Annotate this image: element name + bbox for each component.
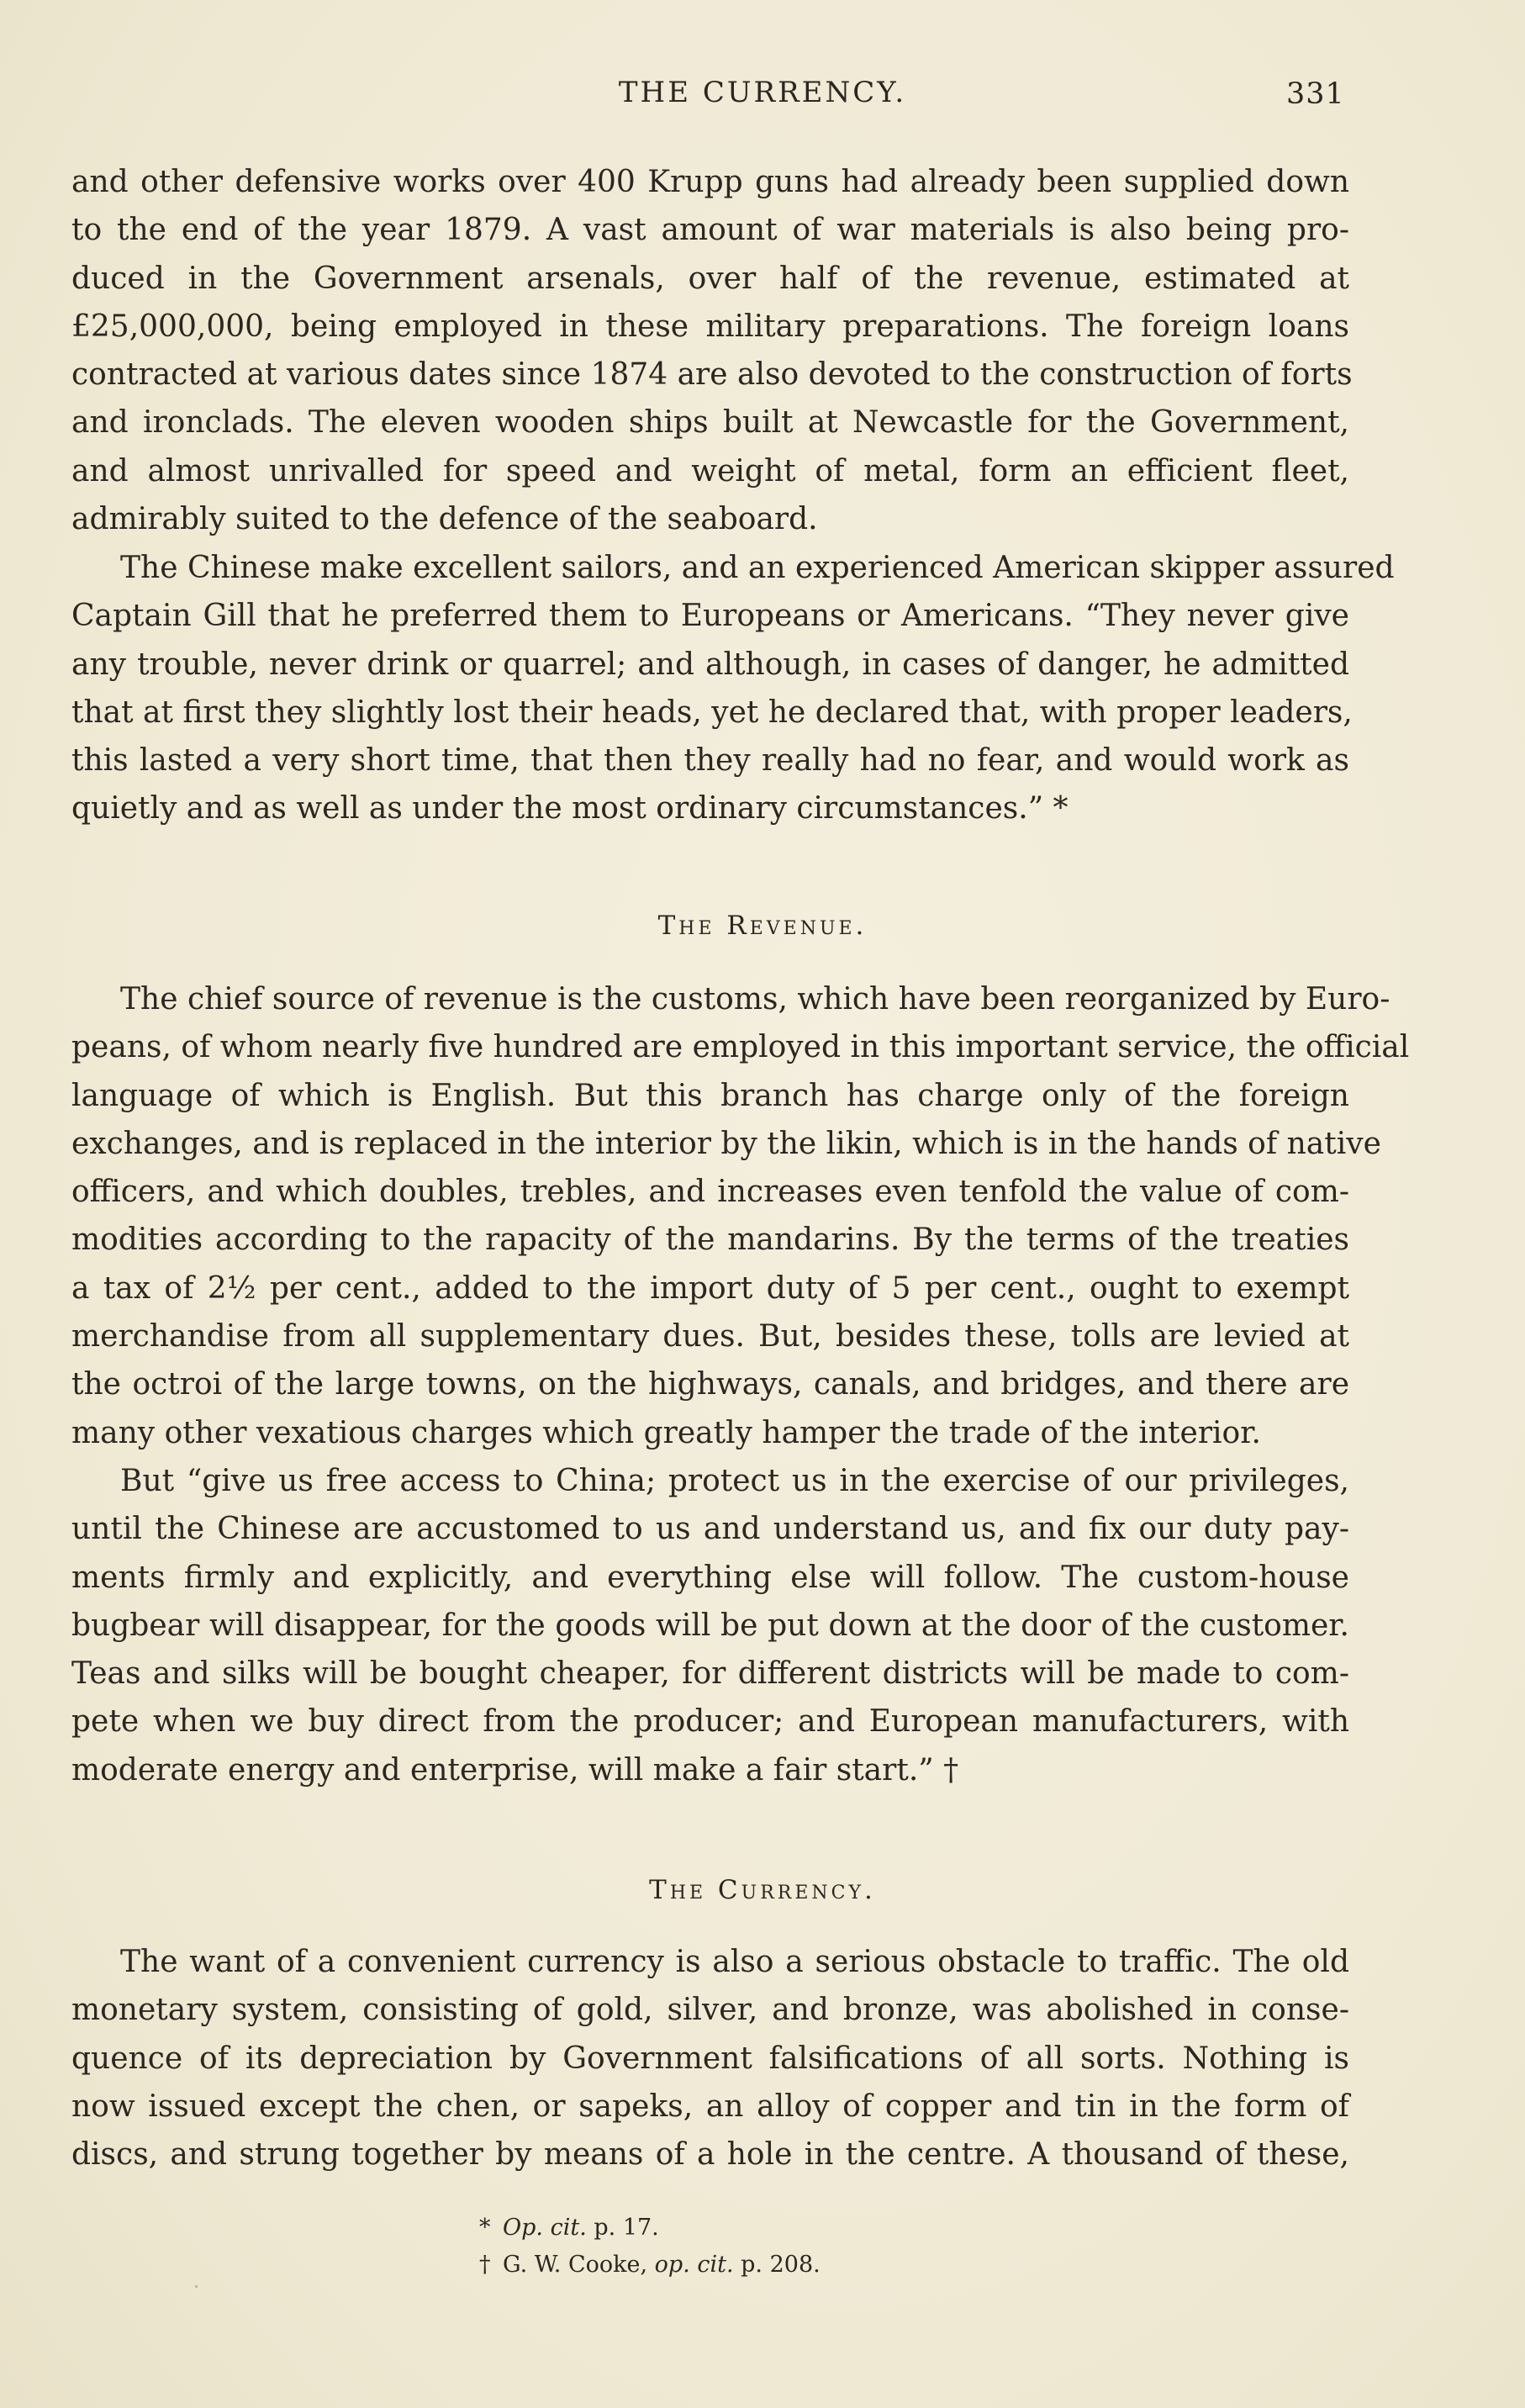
text-line: The chief source of revenue is the customs, which have been reorganized by Euro- (120, 982, 1390, 1017)
text-line: Teas and silks will be bought cheaper, for different districts will be made to com- (71, 1656, 1349, 1692)
text-line: language of which is English. But this branch has charge only of the foreign (71, 1078, 1349, 1113)
text-line: the octroi of the large towns, on the highways, canals, and bridges, and there are (71, 1367, 1349, 1402)
section-heading-revenue: The Revenue. (657, 911, 868, 941)
text-line: peans, of whom nearly five hundred are employed in this important service, the official (71, 1030, 1410, 1065)
text-line: and almost unrivalled for speed and weight of metal, form an efficient fleet, (71, 453, 1349, 488)
running-header-title: THE CURRENCY. (618, 76, 907, 109)
footnote-mark: * (479, 2215, 491, 2241)
text-line: But “give us free access to China; protect us in the exercise of our privileges, (120, 1464, 1349, 1498)
text-line: exchanges, and is replaced in the interior by the likin, which is in the hands of native (71, 1126, 1381, 1161)
text-line: ments firmly and explicitly, and everything else will follow. The custom-house (71, 1560, 1349, 1595)
footnote-author: G. W. Cooke, (503, 2252, 655, 2278)
footnote-page: p. 17. (586, 2215, 659, 2241)
paper-speck (195, 2285, 198, 2288)
text-line: admirably suited to the defence of the seaboard. (71, 502, 818, 537)
footnote-1 (479, 2210, 821, 2247)
text-line: The want of a convenient currency is also a serious obstacle to traffic. The old (120, 1945, 1349, 1979)
text-line: and ironclads. The eleven wooden ships built at Newcastle for the Government, (71, 405, 1349, 441)
text-line: now issued except the chen, or sapeks, an alloy of copper and tin in the form of (71, 2089, 1349, 2124)
text-line: duced in the Government arsenals, over half of the revenue, estimated at (71, 261, 1349, 296)
footnote-citation: op. cit. (654, 2252, 734, 2278)
paragraph-free-access (71, 1457, 1349, 1794)
footnote-page: p. 208. (733, 2252, 821, 2278)
text-line: quence of its depreciation by Government falsifications of all sorts. Nothing is (71, 2041, 1349, 2076)
paragraph-currency (71, 1938, 1349, 2178)
text-line: modities according to the rapacity of the mandarins. By the terms of the treaties (71, 1222, 1349, 1258)
text-line: merchandise from all supplementary dues. But, besides these, tolls are levied at (71, 1319, 1349, 1354)
text-line: Captain Gill that he preferred them to Europeans or Americans. “They never give (71, 599, 1349, 634)
text-line: a tax of 2½ per cent., added to the import duty of 5 per cent., ought to exempt (71, 1270, 1349, 1306)
text-line: contracted at various dates since 1874 are also devoted to the construction of forts (71, 357, 1353, 393)
paragraph-chinese-sailors (71, 544, 1395, 833)
text-line: bugbear will disappear, for the goods will be put down at the door of the customer. (71, 1608, 1349, 1643)
text-line: any trouble, never drink or quarrel; and although, in cases of danger, he admitted (71, 647, 1349, 682)
paragraph-defensive-works (71, 158, 1353, 543)
text-line: monetary system, consisting of gold, silver, and bronze, was abolished in conse- (71, 1993, 1349, 2028)
footnotes (479, 2210, 821, 2284)
text-line: that at first they slightly lost their heads, yet he declared that, with proper leaders, (71, 694, 1353, 730)
footnote-mark: † (479, 2252, 491, 2278)
section-heading-currency: The Currency. (649, 1875, 876, 1905)
text-line: quietly and as well as under the most ordinary circumstances.” * (71, 791, 1069, 826)
footnote-2 (479, 2247, 821, 2284)
footnote-citation: Op. cit. (503, 2215, 587, 2241)
text-line: many other vexatious charges which greatly hamper the trade of the interior. (71, 1415, 1261, 1450)
text-line: moderate energy and enterprise, will make a fair start.” † (71, 1752, 959, 1788)
text-line: this lasted a very short time, that then they really had no fear, and would work as (71, 743, 1349, 779)
text-line: until the Chinese are accustomed to us and understand us, and fix our duty pay- (71, 1512, 1349, 1547)
text-line: officers, and which doubles, trebles, and increases even tenfold the value of com- (71, 1175, 1349, 1210)
text-line: discs, and strung together by means of a hole in the centre. A thousand of these, (71, 2137, 1349, 2173)
page-number: 331 (1286, 77, 1345, 111)
text-line: pete when we buy direct from the producer; and European manufacturers, with (71, 1704, 1349, 1740)
text-line: to the end of the year 1879. A vast amount of war materials is also being pro- (71, 213, 1349, 248)
text-line: and other defensive works over 400 Krupp guns had already been supplied down (71, 165, 1349, 199)
text-line: The Chinese make excellent sailors, and an experienced American skipper assured (120, 551, 1395, 585)
paragraph-customs (71, 975, 1410, 1457)
text-line: £25,000,000, being employed in these military preparations. The foreign loans (71, 309, 1349, 344)
